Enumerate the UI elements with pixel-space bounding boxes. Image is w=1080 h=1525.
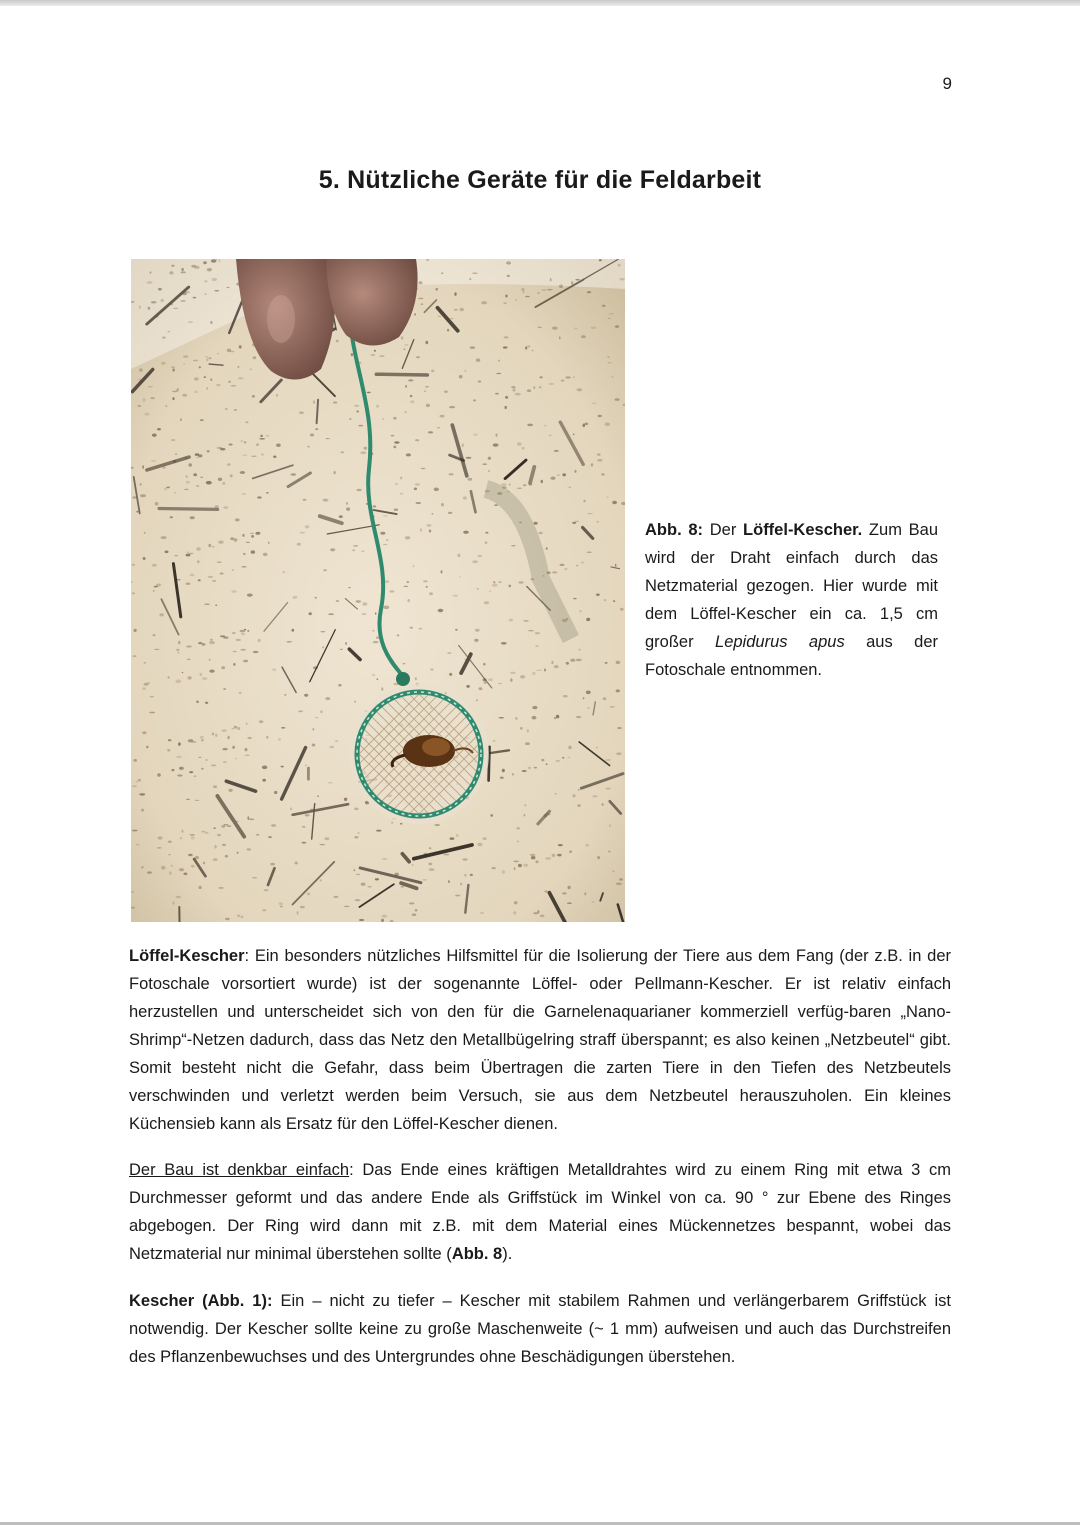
- paragraph-text: : Das Ende eines kräftigen Metalldrahtes wird zu einem Ring mit etwa 3 cm Durchmesser geformt und das andere Ende als Griffstück im Winkel von ca. 90 ° zur Ebene des Ringes abgebogen. Der Ring wird dann mit z.B. mit dem Material eines Mückennetzes bespannt, wobei das Netzmaterial nur minimal überstehen sollte (: [129, 1161, 951, 1263]
- paragraph-text: : Ein besonders nützliches Hilfsmittel für die Isolierung der Tiere aus dem Fang (der z.B. in der Fotoschale vorsortiert wurde) ist der sogenannte Löffel- oder Pellmann-Kescher. Er ist relativ einfach herzustellen und unterscheidet sich von den für die Garnelenaquarianer kommerziell verfüg-baren „Nano-Shrimp“-Netzen dadurch, dass das Netz den Metallbügelring straff überspannt; es also keinen „Netzbeutel“ gibt. Somit besteht nicht die Gefahr, dass beim Übertragen die zarten Tiere in den Tiefen des Netzbeutels verschwinden und verletzt werden beim Versuch, sie aus dem Netzbeutel herauszuholen. Ein kleines Küchensieb kann als Ersatz für den Löffel-Kescher dienen.: [129, 947, 951, 1133]
- figure-caption: [645, 516, 938, 684]
- paragraph-kescher: [129, 1287, 951, 1371]
- page-number: 9: [942, 74, 952, 93]
- caption-species: Lepidurus apus: [715, 633, 845, 651]
- paragraph-text: ).: [502, 1245, 513, 1263]
- paragraph-bau: [129, 1156, 951, 1268]
- paragraph-lead: Der Bau ist denkbar einfach: [129, 1161, 350, 1179]
- caption-text: Zum Bau wird der Draht einfach durch das Netzmaterial gezogen. Hier wurde mit dem Löffel-Kescher ein ca. 1,5 cm großer: [645, 521, 938, 651]
- caption-name: Löffel-Kescher.: [743, 521, 863, 539]
- caption-text: aus der Fotoschale entnommen.: [645, 633, 938, 679]
- top-border: [0, 0, 1080, 6]
- caption-label: Abb. 8:: [645, 521, 704, 539]
- caption-text: Der: [703, 521, 744, 539]
- paragraph-loeffel-kescher: [129, 942, 951, 1138]
- section-title: 5. Nützliche Geräte für die Feldarbeit: [318, 166, 762, 194]
- figure-photo-loeffel-kescher: [131, 259, 625, 922]
- photo-illustration: [131, 259, 625, 922]
- paragraph-text: Ein – nicht zu tiefer – Kescher mit stabilem Rahmen und verlängerbarem Griffstück ist notwendig. Der Kescher sollte keine zu große Maschenweite (~ 1 mm) aufweisen und auch das Durchstreifen des Pflanzenbewuchses und des Untergrundes ohne Beschädigungen überstehen.: [129, 1292, 951, 1366]
- wire-knot: [396, 672, 410, 686]
- figure-reference: Abb. 8: [451, 1245, 503, 1263]
- paragraph-term: Löffel-Kescher: [129, 947, 245, 965]
- paragraph-term: Kescher (Abb. 1):: [129, 1292, 273, 1310]
